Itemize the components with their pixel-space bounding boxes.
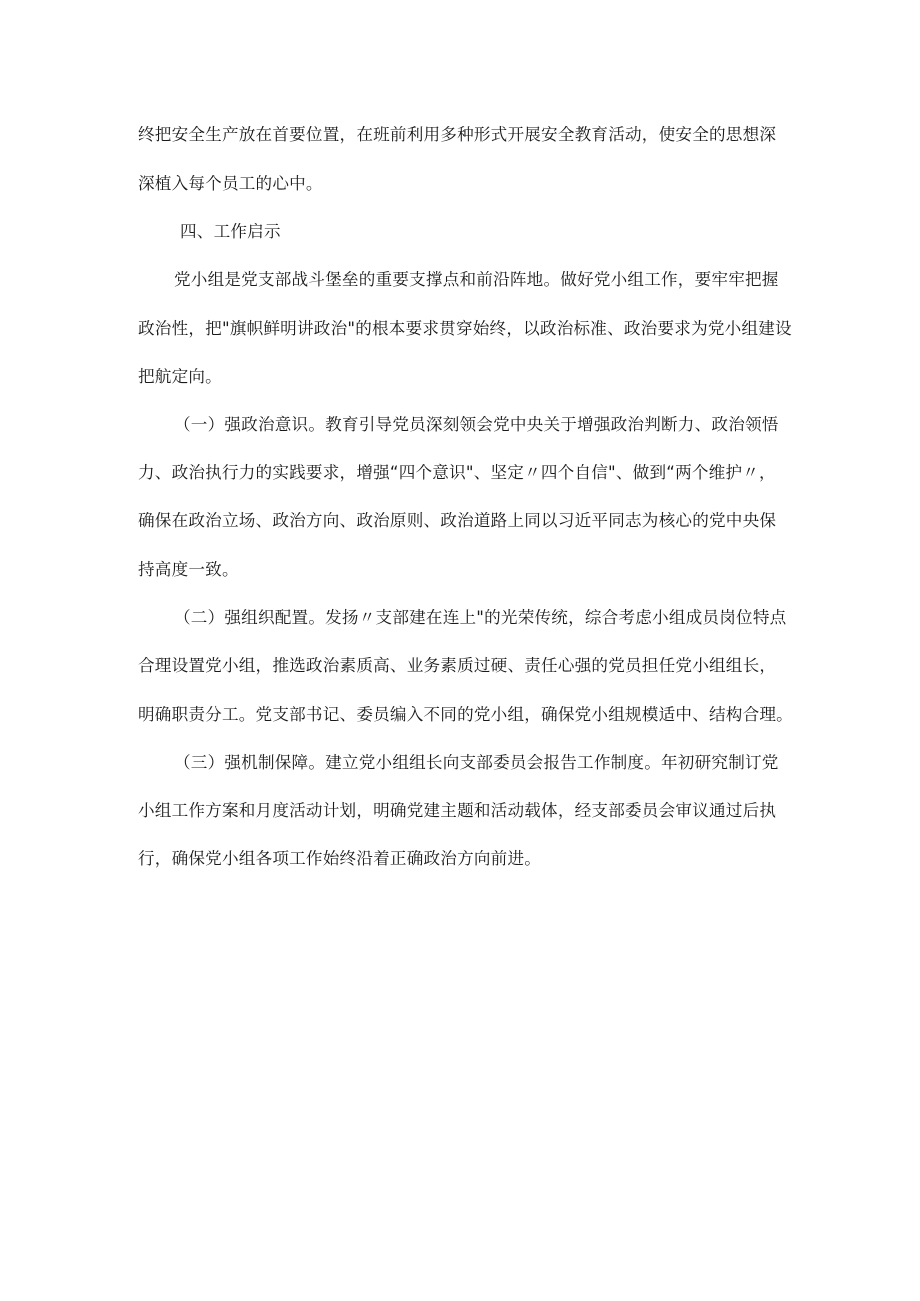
text-line: 终把安全生产放在首要位置，在班前利用多种形式开展安全教育活动，使安全的思想深 xyxy=(138,125,777,144)
text-line: 明确职责分工。党支部书记、委员编入不同的党小组，确保党小组规模适中、结构合理。 xyxy=(138,705,793,724)
text-line: 深植入每个员工的心中。 xyxy=(138,174,323,193)
subsection-first-line: （一）强政治意识。教育引导党员深刻领会党中央关于增强政治判断力、政治领悟 xyxy=(174,415,779,434)
text-line: 合理设置党小组，推选政治素质高、业务素质过硬、责任心强的党员担任党小组组长， xyxy=(138,656,777,675)
paragraph-first-line: 党小组是党支部战斗堡垒的重要支撑点和前沿阵地。做好党小组工作，要牢牢把握 xyxy=(174,270,779,289)
subsection-first-line: （二）强组织配置。发扬〃支部建在连上"的光荣传统，综合考虑小组成员岗位特点 xyxy=(174,608,787,627)
text-line: 把航定向。 xyxy=(138,367,222,386)
text-line: 政治性，把"旗帜鲜明讲政治"的根本要求贯穿始终，以政治标准、政治要求为党小组建设 xyxy=(138,319,792,338)
section-heading: 四、工作启示 xyxy=(180,222,281,241)
text-line: 力、政治执行力的实践要求，增强“四个意识"、坚定〃四个自信"、做到“两个维护〃， xyxy=(138,463,776,482)
subsection-first-line: （三）强机制保障。建立党小组组长向支部委员会报告工作制度。年初研究制订党 xyxy=(174,753,779,772)
text-line: 确保在政治立场、政治方向、政治原则、政治道路上同以习近平同志为核心的党中央保 xyxy=(138,511,777,530)
text-line: 行，确保党小组各项工作始终沿着正确政治方向前进。 xyxy=(138,849,542,868)
text-line: 持高度一致。 xyxy=(138,560,239,579)
text-line: 小组工作方案和月度活动计划，明确党建主题和活动载体，经支部委员会审议通过后执 xyxy=(138,801,777,820)
